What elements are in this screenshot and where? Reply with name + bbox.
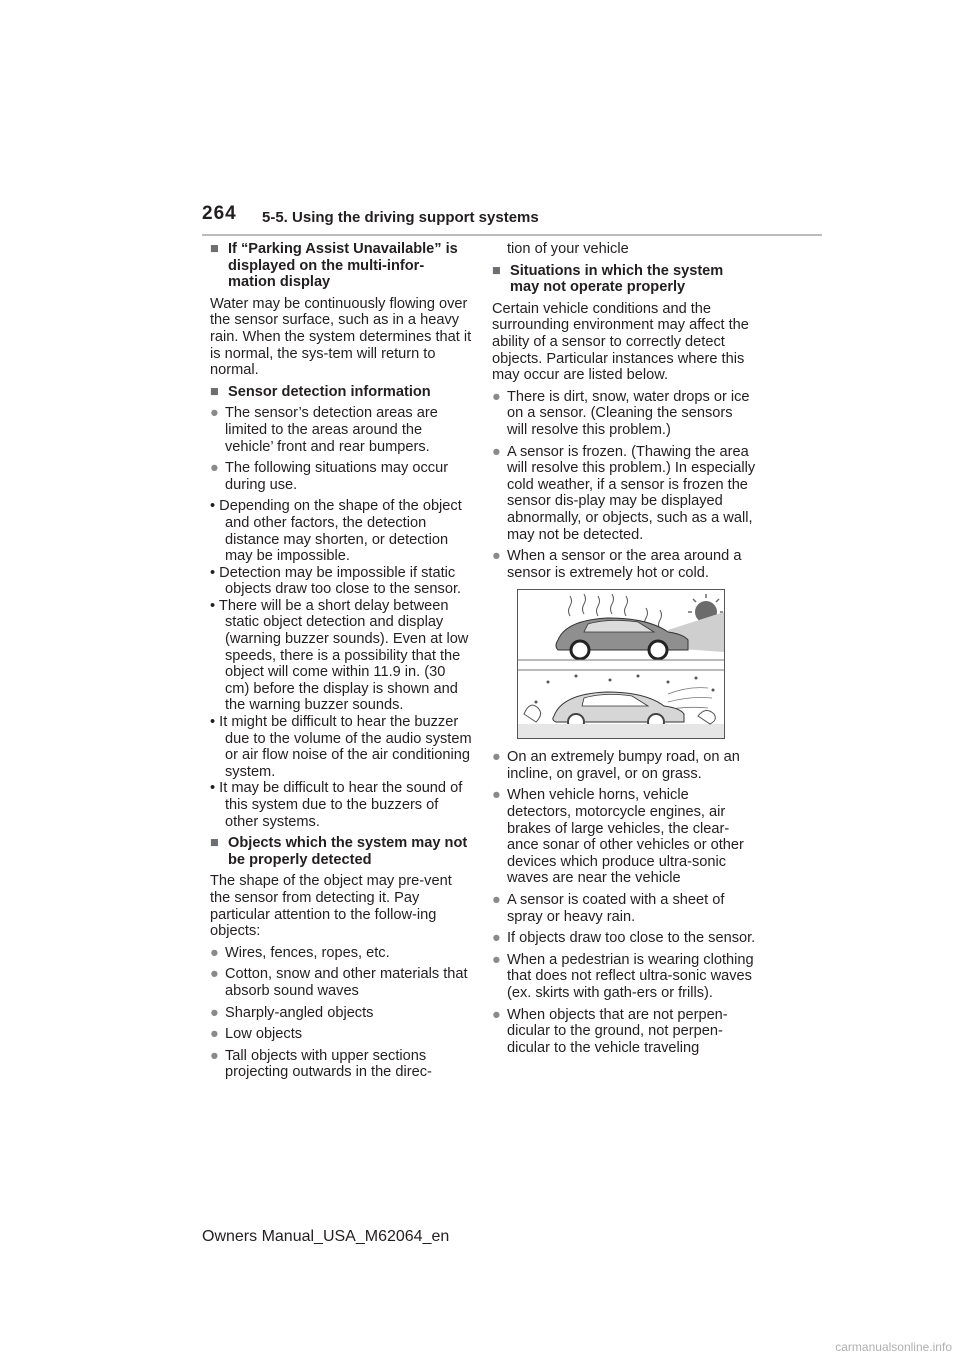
sub-list-item: • It may be difficult to hear the sound of this system due to the buzzers of other systems. [210,780,463,830]
bullet-item [492,952,756,1002]
square-marker-icon: ■ [492,262,501,279]
heading-text: Objects which the system may not be properly detected [228,835,468,868]
bullet-text: The sensor’s detection areas are limited to the areas around the vehicle’ front and rear bumpers. [225,405,438,455]
bullet-text: If objects draw too close to the sensor. [507,930,756,947]
paragraph-water-flowing: Water may be continuously flowing over the sensor surface, such as in a heavy rain. When the system determines that it is normal, the sys-tem will return to normal. [210,295,472,379]
heading-text: Situations in which the system may not operate properly [510,262,724,296]
bullet-dot-icon: ● [210,460,219,477]
bullet-item [492,930,756,947]
bullet-item [492,548,756,581]
page-number: 264 [202,203,237,224]
bullet-dot-icon: ● [210,1004,219,1021]
bullet-item [210,966,472,999]
square-marker-icon: ■ [210,383,219,400]
bullet-dot-icon: ● [492,930,501,947]
heading-sensor-detection-info [210,384,472,401]
heading-objects-not-detected [210,835,472,868]
bullet-text: On an extremely bumpy road, on an incline, on gravel, or on grass. [507,749,740,782]
hot-cold-sensor-illustration [517,589,725,739]
bullet-item [492,892,756,925]
bullet-text: A sensor is coated with a sheet of spray or heavy rain. [507,892,725,925]
bullet-text: Wires, fences, ropes, etc. [225,944,390,961]
watermark: carmanualsonline.info [835,1340,952,1354]
bullet-item [210,1026,472,1043]
bullet-dot-icon: ● [492,548,501,565]
bullet-text: A sensor is frozen. (Thawing the area will resolve this problem.) In especially cold weather, if a sensor is frozen the sensor dis-play may be displayed abnormally, or objects, such as a wall, may not be detected. [507,443,756,543]
bullet-text: The following situations may occur during use. [225,460,449,493]
bullet-text: When objects that are not perpen-dicular to the ground, not perpen-dicular to the vehicle traveling [507,1006,728,1056]
bullet-text: Tall objects with upper sections projecting outwards in the direc- [225,1047,432,1081]
right-column [492,241,756,1061]
bullet-text: When a sensor or the area around a sensor is extremely hot or cold. [507,548,742,581]
bullet-text: Sharply-angled objects [225,1004,374,1021]
bullet-text: When a pedestrian is wearing clothing that does not reflect ultra-sonic waves (ex. skirts with gath-ers or frills). [507,951,754,1001]
heading-text: If “Parking Assist Unavailable” is displayed on the multi-infor-mation display [228,241,458,291]
paragraph-vehicle-conditions: Certain vehicle conditions and the surrounding environment may affect the ability of a sensor to correctly detect objects. Particular instances where this may occur are listed below. [492,300,749,384]
bullet-item [210,1005,472,1022]
footer-manual-id: Owners Manual_USA_M62064_en [202,1228,450,1245]
bullet-dot-icon: ● [492,388,501,405]
bullet-item [210,1048,472,1081]
bullet-dot-icon: ● [210,966,219,983]
heading-system-may-not-operate [492,263,756,296]
bullet-text: Cotton, snow and other materials that absorb sound waves [225,966,468,999]
bullet-dot-icon: ● [492,1006,501,1023]
bullet-item [492,1007,756,1057]
sub-list-item: • Detection may be impossible if static objects draw too close to the sensor. [210,564,462,598]
bullet-dot-icon: ● [210,1047,219,1064]
bullet-dot-icon: ● [492,443,501,460]
heading-text: Sensor detection information [228,383,431,400]
continued-text: tion of your vehicle [507,241,629,257]
bullet-item [492,389,756,439]
bullet-item [210,945,472,962]
bullet-text: Low objects [225,1026,303,1043]
bullet-item [492,749,756,782]
bullet-text: There is dirt, snow, water drops or ice on a sensor. (Cleaning the sensors will resolve this problem.) [507,388,750,438]
bullet-dot-icon: ● [210,1026,219,1043]
square-marker-icon: ■ [210,241,219,257]
bullet-dot-icon: ● [210,944,219,961]
bullet-dot-icon: ● [492,951,501,968]
left-column [210,241,472,1086]
heading-parking-assist-unavailable [210,241,472,291]
section-title: 5-5. Using the driving support systems [262,209,539,226]
bullet-dot-icon: ● [492,787,501,804]
sub-list [210,498,472,830]
square-marker-icon: ■ [210,835,219,852]
sub-list-item: • There will be a short delay between static object detection and display (warning buzzer sounds). Even at low speeds, there is a possibility that the object will come within 11.9 in. (30 cm) before the display is shown and the warning buzzer sounds. [210,597,469,714]
bullet-item [492,787,756,887]
paragraph-object-shape: The shape of the object may pre-vent the sensor from detecting it. Pay particular attention to the follow-ing objects: [210,873,452,940]
bullet-item [210,405,472,455]
sub-list-item: • It might be difficult to hear the buzzer due to the volume of the audio system or air flow noise of the air conditioning system. [210,714,472,780]
bullet-item [492,444,756,544]
bullet-item [210,460,472,493]
bullet-text: When vehicle horns, vehicle detectors, motorcycle engines, air brakes of large vehicles, the clear-ance sonar of other vehicles or other devices which produce ultra-sonic waves are near the vehicle [507,787,744,887]
bullet-dot-icon: ● [210,405,219,422]
bullet-dot-icon: ● [492,892,501,909]
sub-list-item: • Depending on the shape of the object and other factors, the detection distance may shorten, or detection may be impossible. [210,498,462,565]
header-divider [202,234,822,236]
bullet-dot-icon: ● [492,749,501,766]
